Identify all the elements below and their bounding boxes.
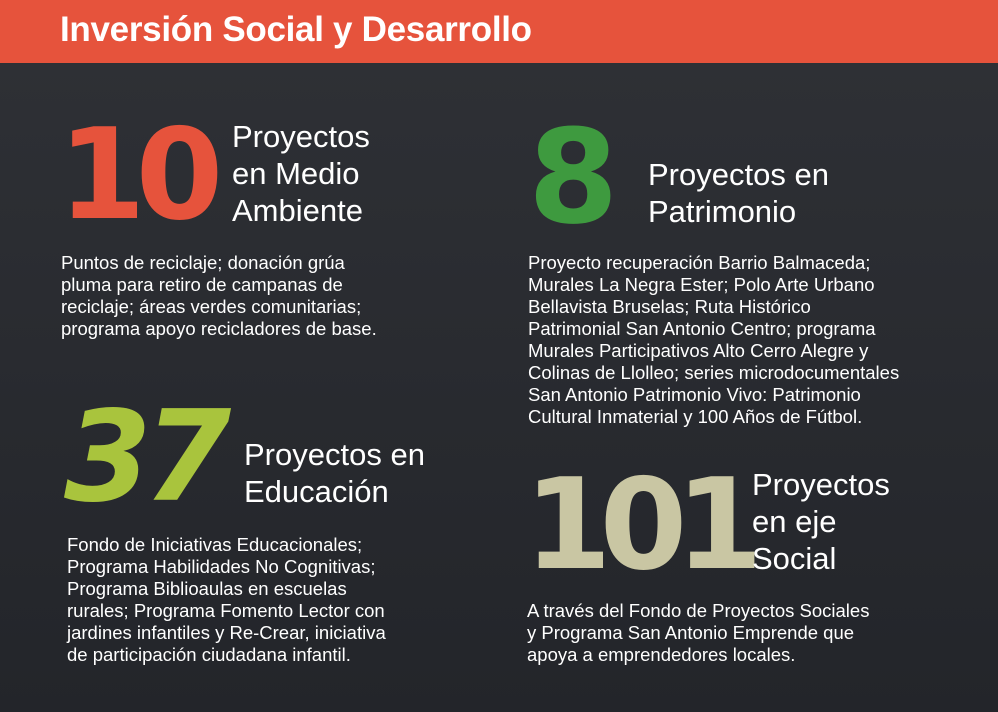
social-description-line: apoya a emprendedores locales.	[527, 644, 796, 665]
environment-description	[61, 252, 377, 340]
heritage-description-line: Proyecto recuperación Barrio Balmaceda;	[528, 252, 871, 273]
education-description	[67, 534, 386, 666]
heritage-label	[648, 156, 829, 230]
social-label-line: en eje	[752, 504, 837, 539]
heritage-description-line: Murales Participativos Alto Cerro Alegre y	[528, 340, 869, 361]
education-description-line: rurales; Programa Fomento Lector con	[67, 600, 385, 621]
environment-description-line: Puntos de reciclaje; donación grúa	[61, 252, 345, 273]
heritage-count: 8	[528, 101, 619, 253]
environment-count: 10	[58, 101, 214, 248]
social-description	[527, 600, 869, 666]
environment-label-line: Proyectos	[232, 119, 370, 154]
heritage-description-line: Colinas de Llolleo; series microdocumentales	[528, 362, 900, 383]
page-title: Inversión Social y Desarrollo	[60, 10, 532, 49]
education-label	[244, 436, 425, 510]
education-description-line: de participación ciudadana infantil.	[67, 644, 351, 665]
social-count: 101	[524, 451, 752, 598]
heritage-description-line: Cultural Inmaterial y 100 Años de Fútbol.	[528, 406, 863, 427]
social-description-line: A través del Fondo de Proyectos Sociales	[527, 600, 870, 621]
environment-label	[232, 118, 370, 229]
education-description-line: Programa Biblioaulas en escuelas	[67, 578, 347, 599]
heritage-description-line: San Antonio Patrimonio Vivo: Patrimonio	[528, 384, 861, 405]
heritage-label-line: Patrimonio	[648, 194, 797, 229]
education-label-line: Proyectos en	[244, 437, 425, 472]
social-label-line: Proyectos	[752, 467, 890, 502]
heritage-description-line: Bellavista Bruselas; Ruta Histórico	[528, 296, 811, 317]
heritage-description-line: Patrimonial San Antonio Centro; programa	[528, 318, 876, 339]
heritage-label-line: Proyectos en	[648, 157, 829, 192]
heritage-description	[528, 252, 899, 428]
education-description-line: Programa Habilidades No Cognitivas;	[67, 556, 376, 577]
header-bar	[0, 0, 998, 63]
social-label	[752, 466, 890, 577]
education-label-line: Educación	[244, 474, 389, 509]
social-label-line: Social	[752, 541, 837, 576]
education-count: 37	[64, 383, 224, 530]
education-description-line: Fondo de Iniciativas Educacionales;	[67, 534, 363, 555]
environment-label-line: en Medio	[232, 156, 360, 191]
social-description-line: y Programa San Antonio Emprende que	[527, 622, 855, 643]
environment-description-line: programa apoyo recicladores de base.	[61, 318, 377, 339]
environment-description-line: reciclaje; áreas verdes comunitarias;	[61, 296, 362, 317]
environment-label-line: Ambiente	[232, 193, 363, 228]
environment-description-line: pluma para retiro de campanas de	[61, 274, 343, 295]
education-description-line: jardines infantiles y Re-Crear, iniciativa	[67, 622, 386, 643]
heritage-description-line: Murales La Negra Ester; Polo Arte Urbano	[528, 274, 875, 295]
